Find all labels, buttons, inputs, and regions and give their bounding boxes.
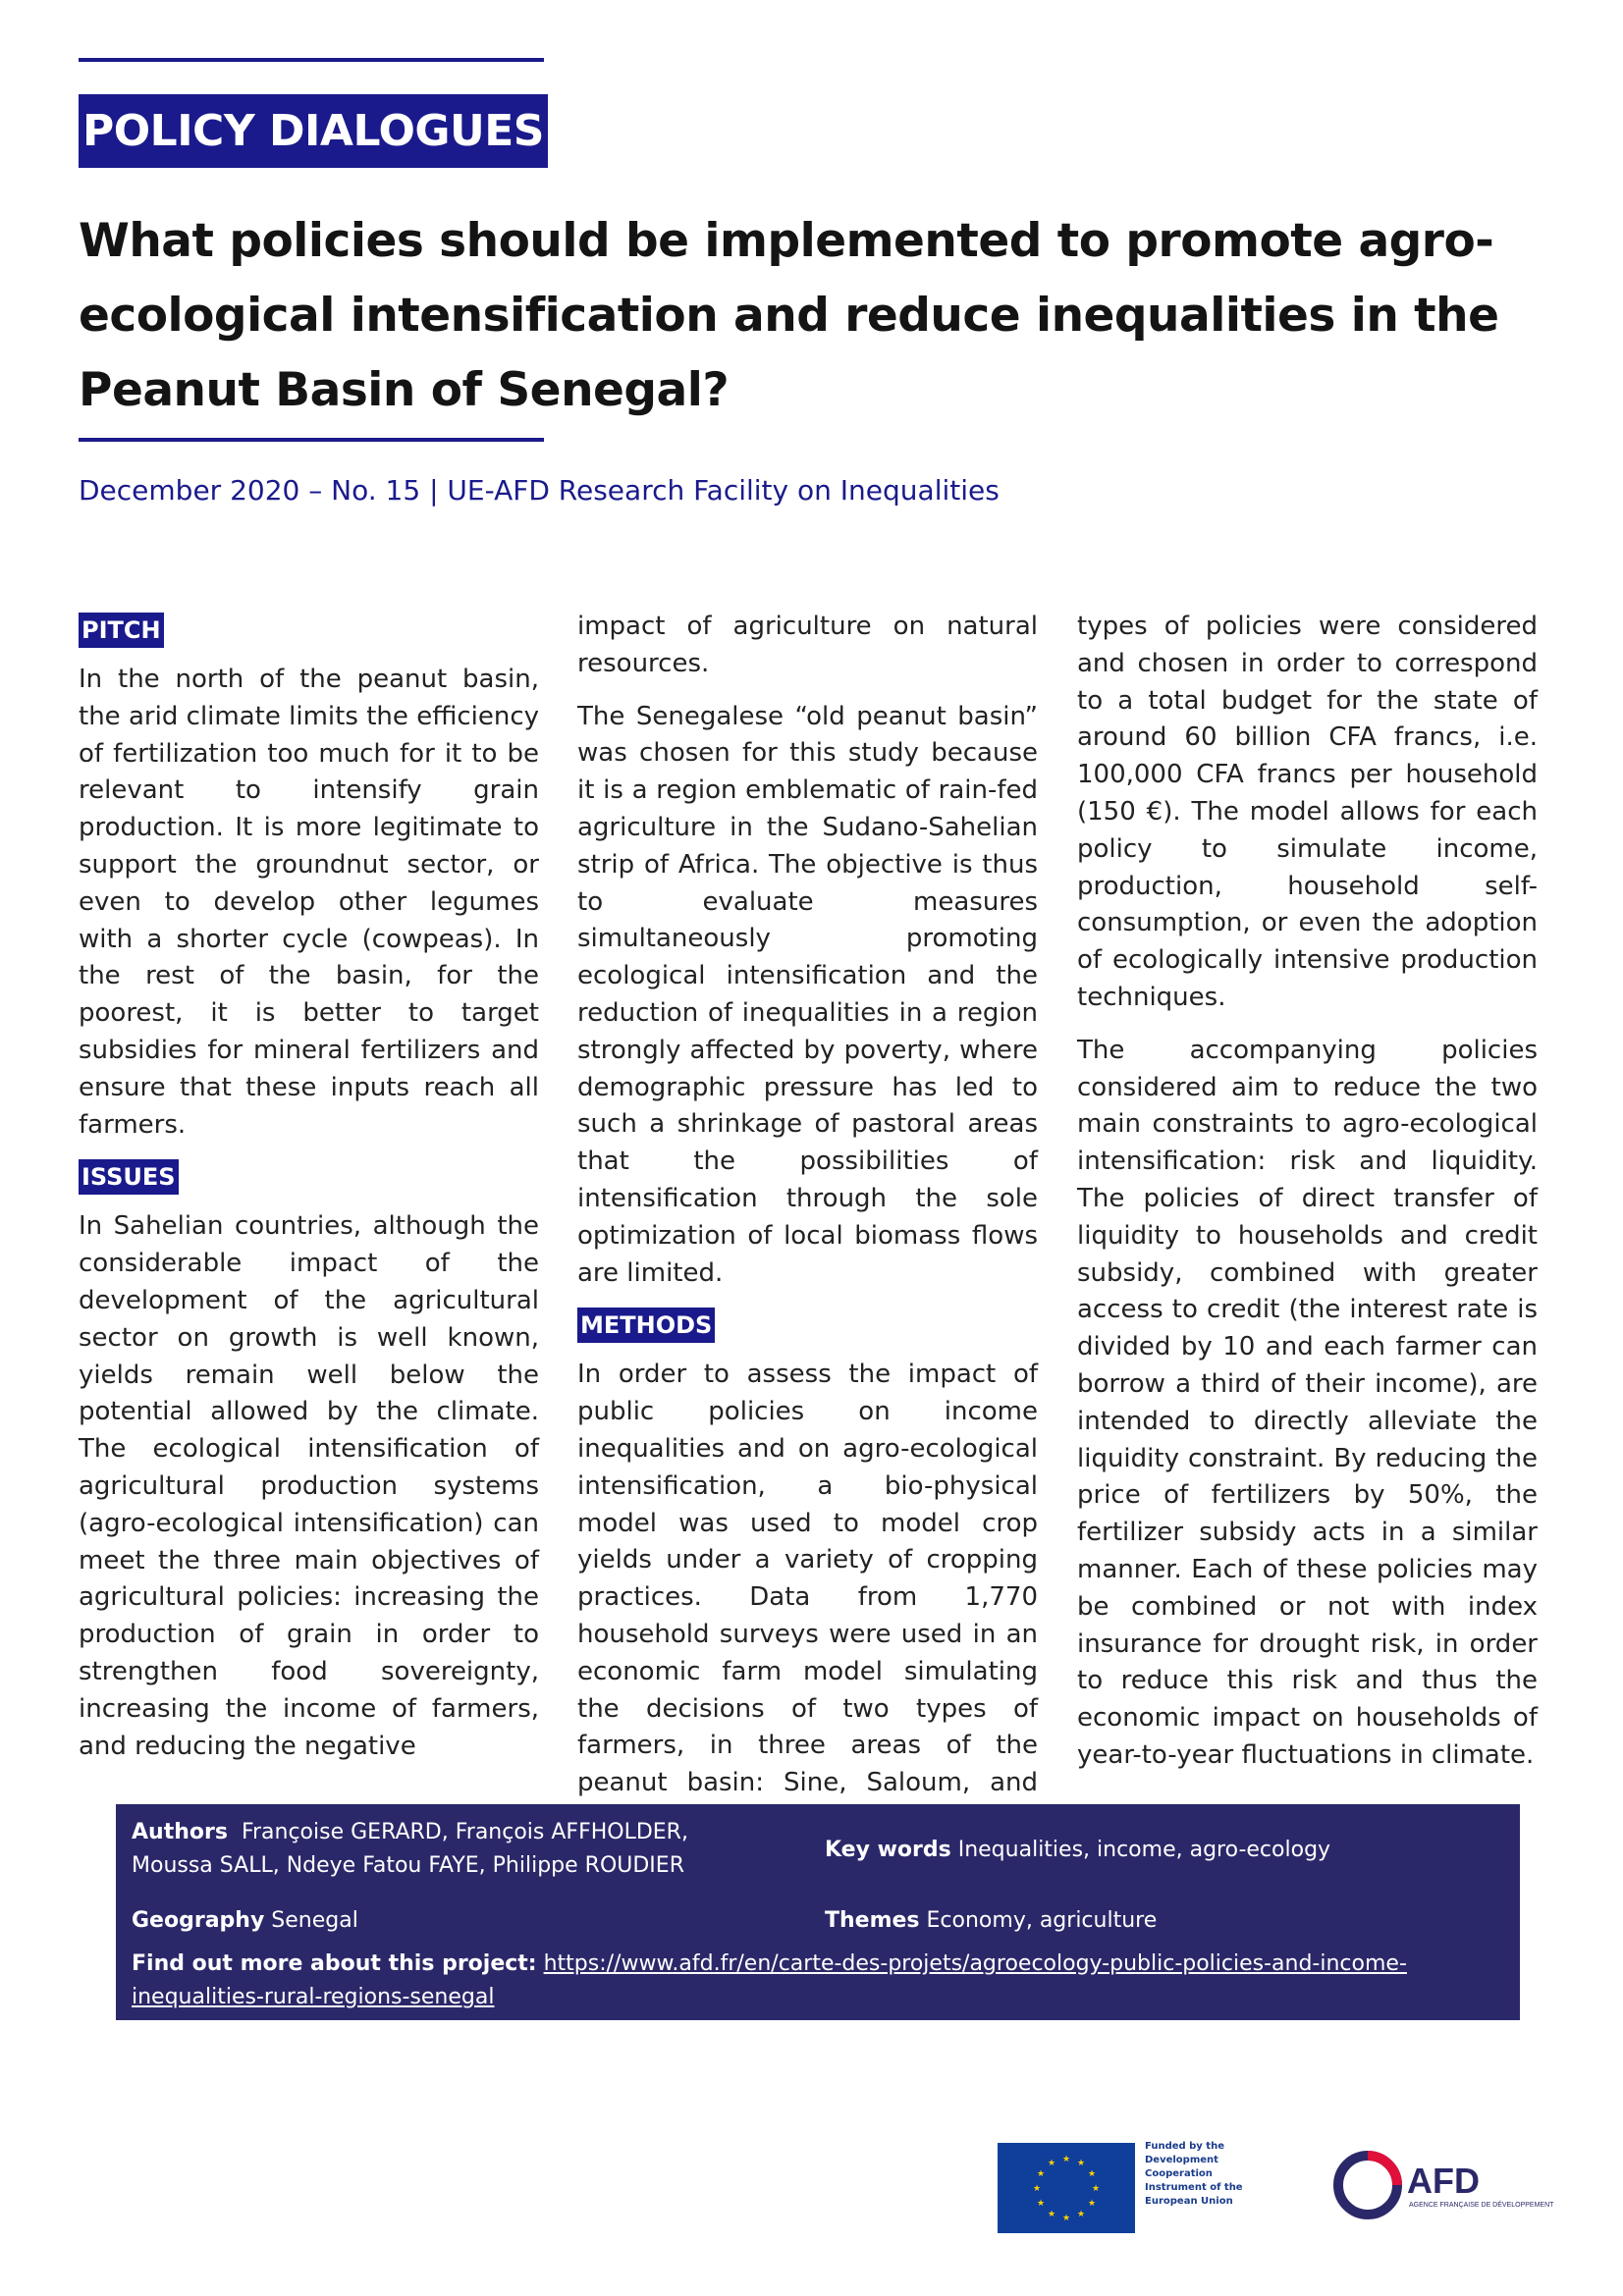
eu-star-icon: ★ bbox=[1036, 2169, 1046, 2179]
geography bbox=[132, 1904, 358, 1938]
methods-paragraph-1-cont: types of policies were considered and chosen in order to correspond to a total budget for the state of around 60 billion CFA francs, i.e. 100,000 CFA francs per household (150 €). The model allows for each policy to simulate income, production, household self-consumption, or even the adoption of ecologically intensive production techniques. bbox=[1077, 612, 1538, 1012]
eu-star-icon: ★ bbox=[1087, 2199, 1097, 2209]
eu-star-icon: ★ bbox=[1087, 2169, 1097, 2179]
themes bbox=[825, 1904, 1157, 1938]
eu-star-icon: ★ bbox=[1076, 2209, 1086, 2219]
find-out-more bbox=[132, 1948, 1496, 2014]
methods-paragraph-1: In order to assess the impact of public policies on income inequalities and on agro-ecological intensification, a bio-physical model was used to model crop yields under a variety of cropping practices. Data from 1,770 household surveys were used in an economic farm model simulating the decisions of two types of farmers, in three areas of the peanut basin: Sine, Saloum, and bbox=[577, 1360, 1038, 1798]
afd-wordmark: AFD bbox=[1407, 2161, 1480, 2201]
geography-value: Senegal bbox=[271, 1908, 358, 1933]
eu-star-icon: ★ bbox=[1061, 2155, 1071, 2164]
keywords bbox=[825, 1834, 1502, 1867]
pitch-text: In the north of the peanut basin, the arid climate limits the efficiency of fertilization too much for it to be relevant to intensify grain production. It is more legitimate to support the groundnut sector, or even to develop other legumes with a shorter cycle (cowpeas). In the rest of the basin, for the poorest, it is better to target subsidies for mineral fertilizers and ensure that these inputs reach all farmers. bbox=[79, 665, 539, 1140]
series-badge: POLICY DIALOGUES bbox=[79, 94, 548, 168]
afd-logo bbox=[1330, 2146, 1554, 2224]
eu-star-icon: ★ bbox=[1047, 2209, 1056, 2219]
keywords-label: Key words bbox=[825, 1838, 951, 1862]
title-rule bbox=[79, 438, 544, 442]
authors-value: Françoise GERARD, François AFFHOLDER, Moussa SALL, Ndeye Fatou FAYE, Philippe ROUDIER bbox=[132, 1820, 688, 1878]
document-title: What policies should be implemented to promote agro-ecological intensification and reduce inequalities in the Peanut Basin of Senegal? bbox=[79, 214, 1499, 417]
find-out-more-label: Find out more about this project: bbox=[132, 1951, 537, 1976]
eu-star-icon: ★ bbox=[1032, 2184, 1042, 2194]
column-1 bbox=[79, 609, 539, 1781]
issues-paragraph-1-cont: impact of agriculture on natural resources. bbox=[577, 612, 1038, 678]
eu-star-icon: ★ bbox=[1047, 2159, 1056, 2169]
eu-star-icon: ★ bbox=[1036, 2199, 1046, 2209]
issues-paragraph-1: In Sahelian countries, although the considerable impact of the development of the agricultural sector on growth is well known, yields remain well below the potential allowed by the climate. The ecological intensification of agricultural production systems (agro-ecological intensification) can meet the three main objectives of agricultural policies: increasing the production of grain in order to strengthen food sovereignty, increasing the income of farmers, and reducing the negative bbox=[79, 1211, 539, 1761]
eu-flag-logo bbox=[998, 2143, 1135, 2233]
themes-value: Economy, agriculture bbox=[926, 1908, 1158, 1933]
section-label-methods: METHODS bbox=[577, 1308, 715, 1343]
methods-paragraph-2: The accompanying policies considered aim to reduce the two main constraints to agro-ecological intensification: risk and liquidity. The policies of direct transfer of liquidity to households and credit subsidy, combined with greater access to credit (the interest rate is divided by 10 and each farmer can borrow a third of their income), are intended to directly alleviate the liquidity constraint. By reducing the price of fertilizers by 50%, the fertilizer subsidy acts in a similar manner. Each of these policies may be combined or not with index insurance for drought risk, in order to reduce this risk and thus the economic impact on households of year-to-year fluctuations in climate. bbox=[1077, 1035, 1538, 1770]
afd-tagline: AGENCE FRANÇAISE DE DÉVELOPPEMENT bbox=[1409, 2202, 1554, 2209]
project-info-box bbox=[116, 1804, 1520, 2020]
authors bbox=[132, 1816, 770, 1883]
publication-meta: December 2020 – No. 15 | UE-AFD Research Facility on Inequalities bbox=[79, 474, 1000, 507]
column-3 bbox=[1077, 609, 1538, 1790]
keywords-value: Inequalities, income, agro-ecology bbox=[957, 1838, 1331, 1862]
eu-star-icon: ★ bbox=[1091, 2184, 1101, 2194]
body-columns bbox=[79, 609, 1542, 1798]
issues-paragraph-2: The Senegalese “old peanut basin” was chosen for this study because it is a region emblematic of rain-fed agriculture in the Sudano-Sahelian strip of Africa. The objective is thus to evaluate measures simultaneously promoting ecological intensification and the reduction of inequalities in a region strongly affected by poverty, where demographic pressure has led to such a shrinkage of pastoral areas that the possibilities of intensification through the sole optimization of local biomass flows are limited. bbox=[577, 701, 1038, 1288]
section-label-issues: ISSUES bbox=[79, 1159, 179, 1195]
themes-label: Themes bbox=[825, 1908, 920, 1933]
project-link[interactable]: https://www.afd.fr/en/carte-des-projets/agroecology-public-policies-and-income-inequalities-rural-regions-senegal bbox=[132, 1951, 1407, 2009]
section-label-pitch: PITCH bbox=[79, 613, 164, 648]
authors-label: Authors bbox=[132, 1820, 228, 1844]
top-rule bbox=[79, 58, 544, 62]
eu-star-icon: ★ bbox=[1061, 2214, 1071, 2223]
eu-funding-caption: Funded by the Development Cooperation Instrument of the European Union bbox=[1145, 2141, 1243, 2207]
column-2 bbox=[577, 609, 1038, 1855]
geography-label: Geography bbox=[132, 1908, 265, 1933]
eu-star-icon: ★ bbox=[1076, 2159, 1086, 2169]
